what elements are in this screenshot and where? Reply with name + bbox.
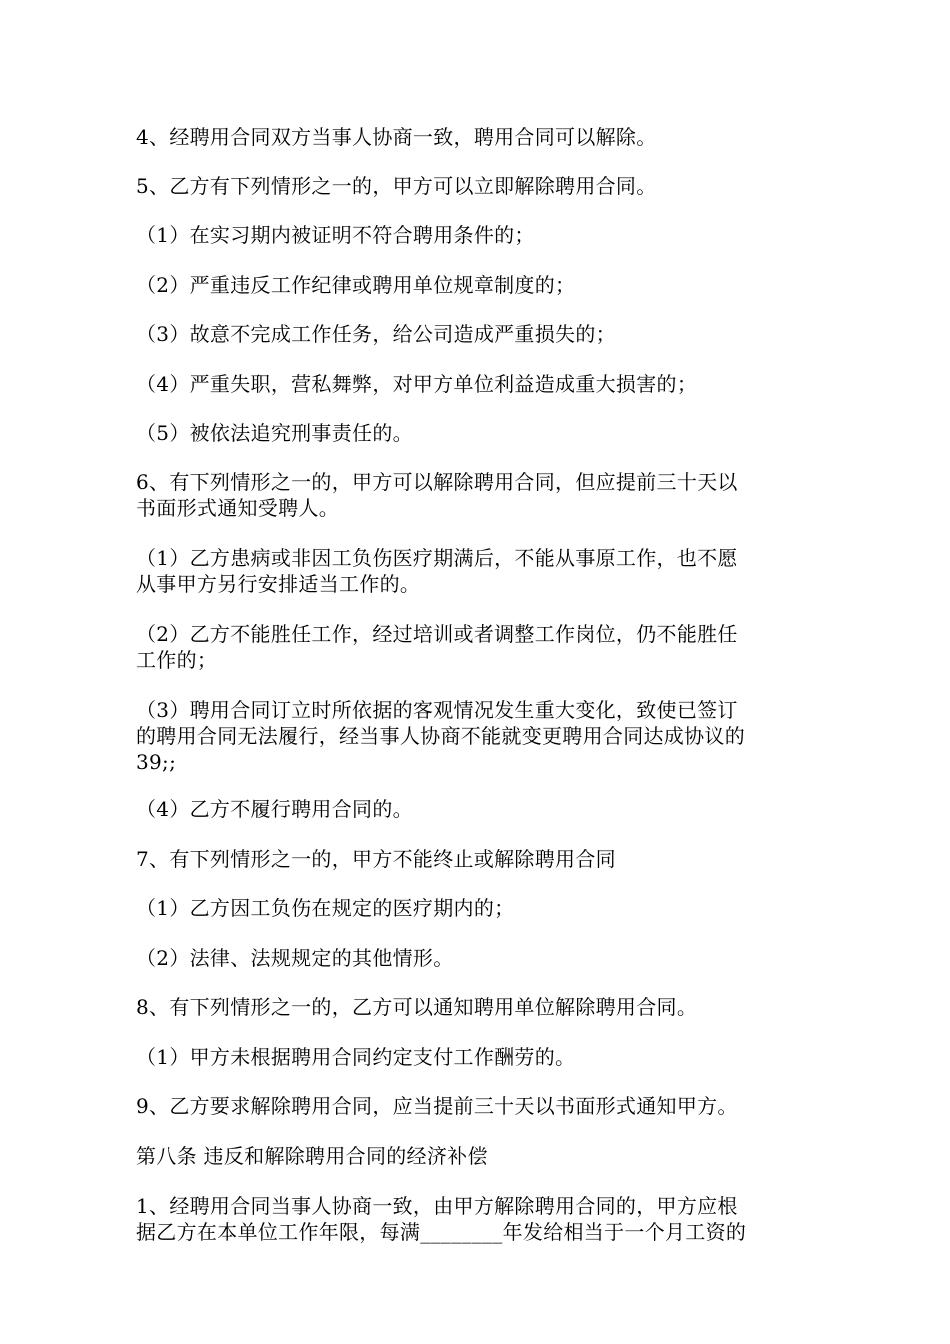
clause-7: 7、有下列情形之一的，甲方不能终止或解除聘用合同 xyxy=(136,847,616,871)
clause-6-item-2: （2）乙方不能胜任工作，经过培训或者调整工作岗位，仍不能胜任 工作的； xyxy=(136,622,738,672)
clause-6-item-3: （3）聘用合同订立时所依据的客观情况发生重大变化，致使已签订 的聘用合同无法履行，经当事人协商不能就变更聘用合同达成协议的 39;; xyxy=(136,698,745,774)
clause-5-item-5: （5）被依法追究刑事责任的。 xyxy=(136,421,413,445)
article-8-heading: 第八条 违反和解除聘用合同的经济补偿 xyxy=(136,1144,488,1168)
clause-5-item-4: （4）严重失职，营私舞弊，对甲方单位利益造成重大损害的； xyxy=(136,372,698,396)
article-8-clause-1: 1、经聘用合同当事人协商一致，由甲方解除聘用合同的，甲方应根 据乙方在本单位工作年限，每满________年发给相当于一个月工资的 xyxy=(136,1194,747,1244)
clause-7-item-1: （1）乙方因工负伤在规定的医疗期内的； xyxy=(136,896,515,920)
clause-5-item-3: （3）故意不完成工作任务，给公司造成严重损失的； xyxy=(136,322,616,346)
clause-4: 4、经聘用合同双方当事人协商一致，聘用合同可以解除。 xyxy=(136,125,657,149)
clause-5-item-2: （2）严重违反工作纪律或聘用单位规章制度的； xyxy=(136,273,576,297)
clause-7-item-2: （2）法律、法规规定的其他情形。 xyxy=(136,946,454,970)
clause-5-item-1: （1）在实习期内被证明不符合聘用条件的； xyxy=(136,223,535,247)
clause-5: 5、乙方有下列情形之一的，甲方可以立即解除聘用合同。 xyxy=(136,174,657,198)
clause-8-item-1: （1）甲方未根据聘用合同约定支付工作酬劳的。 xyxy=(136,1045,576,1069)
clause-6-item-1: （1）乙方患病或非因工负伤医疗期满后，不能从事原工作，也不愿 从事甲方另行安排适当工作的。 xyxy=(136,546,738,596)
clause-9: 9、乙方要求解除聘用合同，应当提前三十天以书面形式通知甲方。 xyxy=(136,1094,738,1118)
clause-6-item-4: （4）乙方不履行聘用合同的。 xyxy=(136,797,413,821)
document-page xyxy=(136,0,816,1344)
clause-8: 8、有下列情形之一的，乙方可以通知聘用单位解除聘用合同。 xyxy=(136,995,698,1019)
clause-6: 6、有下列情形之一的，甲方可以解除聘用合同，但应提前三十天以 书面形式通知受聘人。 xyxy=(136,470,738,520)
